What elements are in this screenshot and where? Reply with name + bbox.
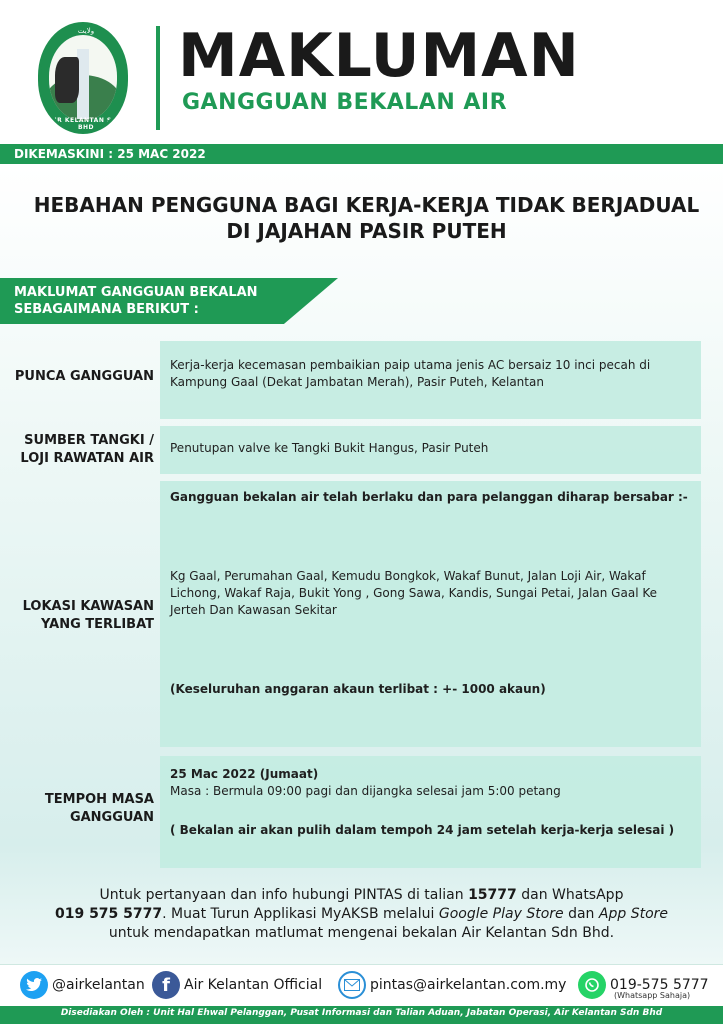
lokasi-areas: Kg Gaal, Perumahan Gaal, Kemudu Bongkok, Wakaf Bunut, Jalan Loji Air, Wakaf Lichong, Wakaf Raja, Bukit Yong , Gong Sawa, Kandis, Sungai Petai, Jalan Gaal Ke Jerteh Dan Kawasan Sekitar — [170, 569, 657, 617]
app-store-text: App Store — [598, 906, 669, 922]
sumber-text: Penutupan valve ke Tangki Bukit Hangus, Pasir Puteh — [170, 441, 489, 455]
facebook-link[interactable] — [152, 970, 322, 1000]
logo-waterfall-emblem — [49, 35, 117, 121]
box-lokasi-kawasan — [160, 481, 701, 747]
headline-line-1: HEBAHAN PENGGUNA BAGI KERJA-KERJA TIDAK BERJADUAL — [33, 193, 700, 217]
page-title: MAKLUMAN — [178, 21, 580, 91]
pintas-hotline: 15777 — [468, 887, 517, 903]
lokasi-accounts: (Keseluruhan anggaran akaun terlibat : +- 1000 akaun) — [170, 682, 546, 696]
air-kelantan-logo — [38, 22, 128, 134]
header-divider — [156, 26, 160, 130]
contact-text-4: dan — [563, 906, 599, 922]
contact-info — [0, 886, 723, 943]
logo-company-text: AIR KELANTAN SDN BHD — [49, 117, 123, 131]
label-sumber-line-1: SUMBER TANGKI / — [24, 433, 154, 448]
box-punca-gangguan — [160, 341, 701, 419]
contact-text-3: . Muat Turun Applikasi MyAKSB melalui — [162, 906, 439, 922]
email-address: pintas@airkelantan.com.my — [370, 977, 567, 993]
prepared-by-text: Disediakan Oleh : Unit Hal Ehwal Pelanggan, Pusat Informasi dan Talian Aduan, Jabatan Operasi, Air Kelantan Sdn Bhd — [60, 1008, 663, 1018]
headline-line-2: DI JAJAHAN PASIR PUTEH — [226, 219, 507, 243]
whatsapp-number: 019 575 5777 — [54, 906, 163, 922]
logo-arabic-text: ولايت — [77, 27, 95, 35]
contact-text-5: untuk mendapatkan matlumat mengenai bekalan Air Kelantan Sdn Bhd. — [108, 925, 615, 941]
whatsapp-only-note: (Whatsapp Sahaja) — [614, 991, 691, 1000]
email-icon — [338, 971, 366, 999]
whatsapp-icon — [578, 971, 606, 999]
twitter-handle: @airkelantan — [52, 977, 145, 993]
label-tempoh-masa — [45, 791, 154, 827]
announcement-headline — [0, 192, 723, 244]
facebook-icon: f — [152, 971, 180, 999]
twitter-icon — [20, 971, 48, 999]
label-lokasi-line-2: YANG TERLIBAT — [40, 617, 154, 632]
section-heading-line-1: MAKLUMAT GANGGUAN BEKALAN — [14, 285, 258, 300]
section-heading-line-2: SEBAGAIMANA BERIKUT : — [14, 302, 199, 317]
section-heading — [14, 284, 294, 318]
label-punca-gangguan: PUNCA GANGGUAN — [14, 369, 154, 384]
whatsapp-contact: 019-575 5777 — [610, 977, 709, 993]
label-sumber-line-2: LOJI RAWATAN AIR — [20, 451, 154, 466]
box-sumber-tangki — [160, 426, 701, 474]
box-tempoh-masa — [160, 756, 701, 868]
update-date: DIKEMASKINI : 25 MAC 2022 — [14, 147, 206, 161]
contact-text-1: Untuk pertanyaan dan info hubungi PINTAS di talian — [99, 887, 469, 903]
contact-text-2: dan WhatsApp — [516, 887, 624, 903]
twitter-link[interactable] — [20, 970, 145, 1000]
google-play-store-text: Google Play Store — [438, 906, 564, 922]
lokasi-intro: Gangguan bekalan air telah berlaku dan para pelanggan diharap bersabar :- — [170, 490, 688, 504]
whatsapp-link[interactable] — [578, 970, 709, 1000]
tempoh-time: Masa : Bermula 09:00 pagi dan dijangka selesai jam 5:00 petang — [170, 784, 561, 798]
facebook-page-name: Air Kelantan Official — [184, 977, 323, 993]
label-lokasi-line-1: LOKASI KAWASAN — [22, 599, 154, 614]
label-tempoh-line-2: GANGGUAN — [69, 810, 154, 825]
page-subtitle: GANGGUAN BEKALAN AIR — [182, 90, 508, 115]
tempoh-note: ( Bekalan air akan pulih dalam tempoh 24 jam setelah kerja-kerja selesai ) — [170, 823, 675, 837]
label-tempoh-line-1: TEMPOH MASA — [44, 792, 154, 807]
label-sumber-tangki — [20, 432, 154, 468]
tempoh-date: 25 Mac 2022 (Jumaat) — [170, 767, 319, 781]
email-link[interactable] — [338, 970, 566, 1000]
label-lokasi-kawasan — [23, 598, 154, 634]
punca-text: Kerja-kerja kecemasan pembaikian paip utama jenis AC bersaiz 10 inci pecah di Kampung Gaal (Dekat Jambatan Merah), Pasir Puteh, Kelantan — [170, 358, 651, 389]
